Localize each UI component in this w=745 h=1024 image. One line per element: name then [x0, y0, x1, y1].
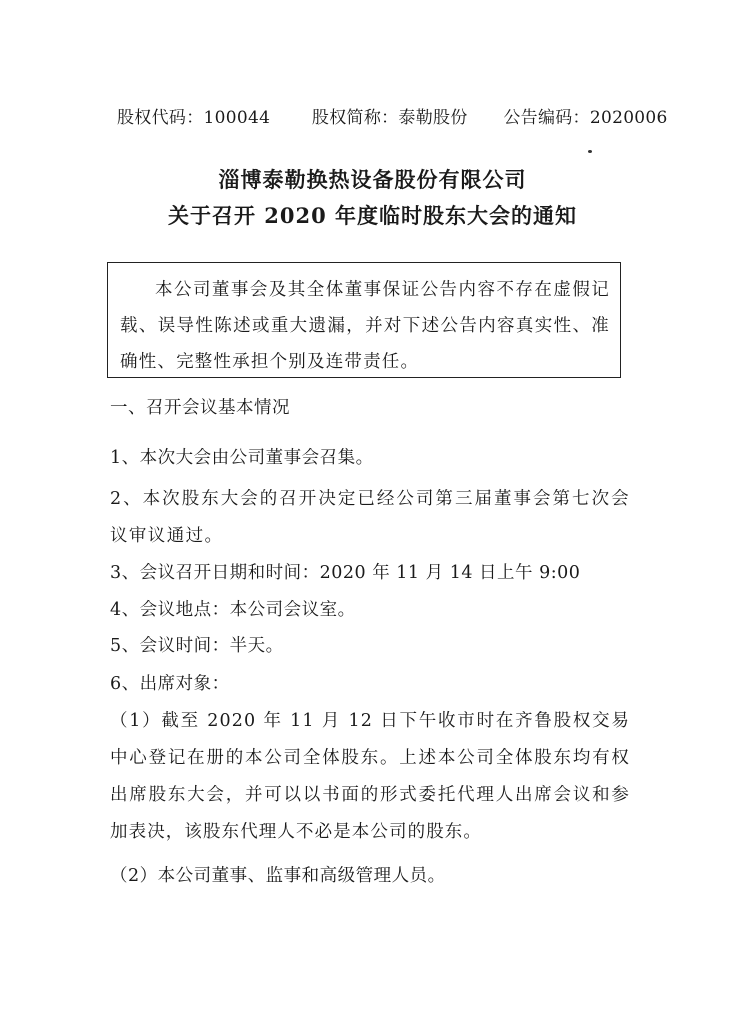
company-title: 淄博泰勒换热设备股份有限公司 [218, 167, 527, 192]
item-attendees-officers: （2）本公司董事、监事和高级管理人员。 [110, 866, 446, 886]
item-attendees-heading: 6、出席对象： [110, 674, 230, 694]
announcement-number: 公告编码：2020006 [503, 108, 668, 128]
item-attendees-shareholders: （1）截至 2020 年 11 月 12 日下午收市时在齐鲁股权交易中心登记在册的本公司全体股东。上述本公司全体股东均有权出席股东大会，并可以以书面的形式委托代理人出席会议和参加表决，该股东代理人不必是本公司的股东。 [110, 711, 630, 842]
scan-speck [588, 150, 592, 153]
item-date-time: 3、会议召开日期和时间：2020 年 11 月 14 日上午 9:00 [110, 563, 581, 583]
item-venue: 4、会议地点：本公司会议室。 [110, 600, 356, 620]
section-heading-meeting-info: 一、召开会议基本情况 [110, 398, 290, 418]
item-convener: 1、本次大会由公司董事会召集。 [110, 448, 374, 468]
stock-code: 股权代码：100044 [117, 108, 271, 128]
disclaimer-statement-box: 本公司董事会及其全体董事保证公告内容不存在虚假记载、误导性陈述或重大遗漏，并对下述公告内容真实性、准确性、完整性承担个别及连带责任。 [107, 262, 621, 378]
announcement-header [117, 103, 668, 128]
item-resolution: 2、本次股东大会的召开决定已经公司第三届董事会第七次会议审议通过。 [110, 489, 630, 546]
stock-name: 股权简称：泰勒股份 [311, 108, 468, 128]
notice-title: 关于召开 2020 年度临时股东大会的通知 [167, 203, 578, 228]
item-duration: 5、会议时间：半天。 [110, 636, 284, 656]
